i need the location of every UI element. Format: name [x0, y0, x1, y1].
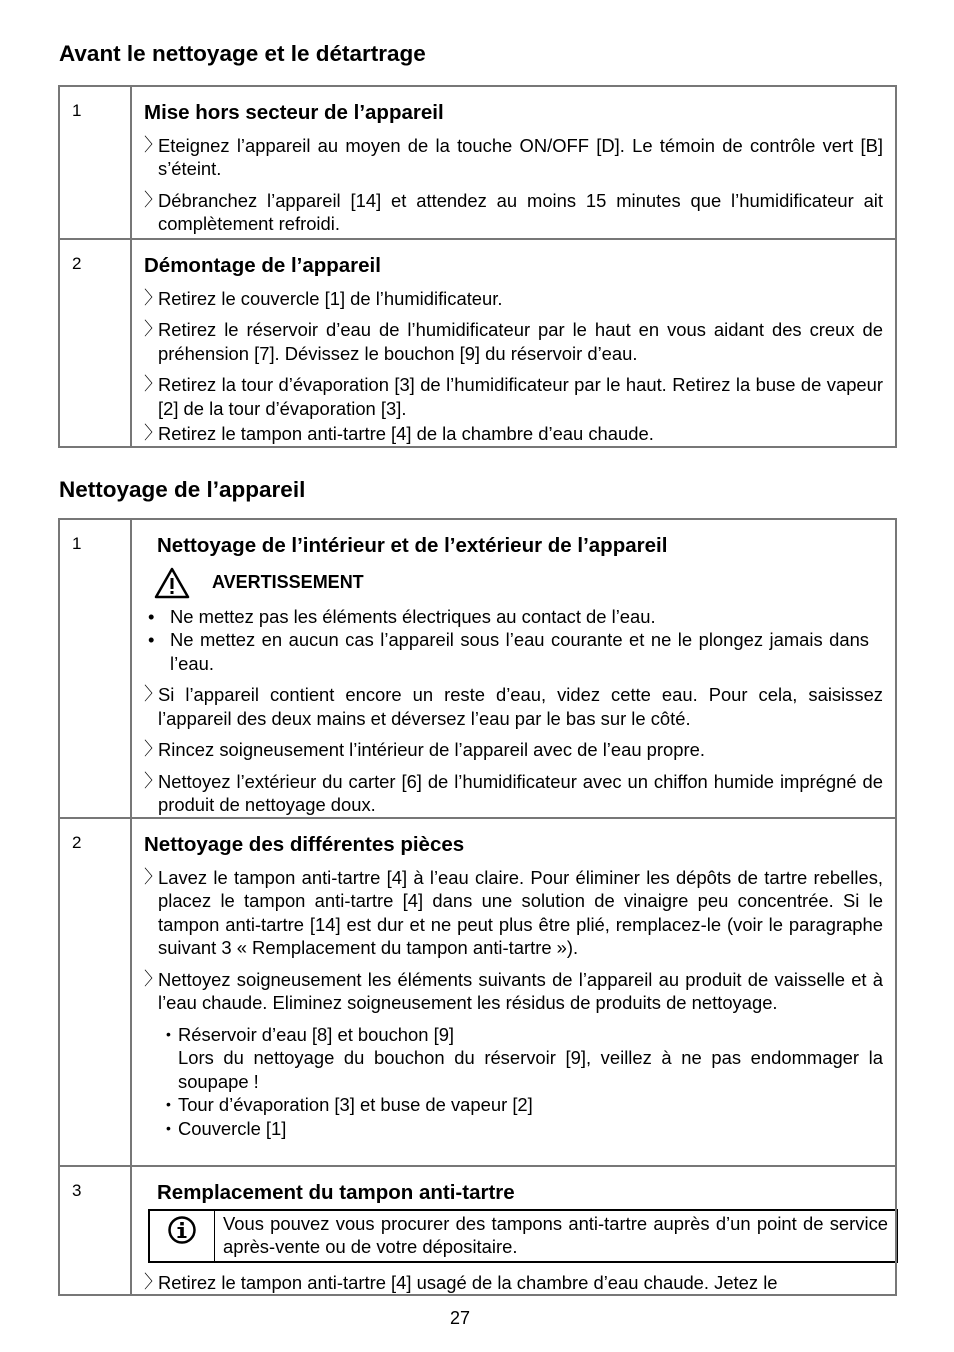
- arrow-icon: 〉: [144, 866, 162, 887]
- step-row: [59, 519, 896, 818]
- instruction-paragraph: 〉 Retirez le réservoir d’eau de l’humidificateur par le haut en vous aidant des creux de préhension [7]. Dévissez le bouchon [9] du réservoir d’eau.: [144, 319, 883, 364]
- step-number: 2: [59, 818, 131, 1166]
- instruction-paragraph: 〉 Nettoyez l’extérieur du carter [6] de l’humidificateur avec un chiffon humide imprégné de produit de nettoyage doux.: [144, 770, 883, 815]
- warning-bullets: [144, 605, 883, 676]
- parts-list-item: • Réservoir d’eau [8] et bouchon [9]: [166, 1023, 455, 1045]
- page-number: 27: [449, 1308, 471, 1328]
- step-number: 1: [59, 519, 131, 818]
- step-title: Mise hors secteur de l’appareil: [144, 101, 444, 124]
- warning-label: AVERTISSEMENT: [212, 571, 364, 592]
- instruction-paragraph: 〉 Retirez le couvercle [1] de l’humidificateur.: [144, 287, 503, 309]
- instruction-paragraph: 〉 Lavez le tampon anti-tartre [4] à l’eau claire. Pour éliminer les dépôts de tartre rebelles, placez le tampon anti-tartre [4] dans une solution de vinaigre peu concentrée. Si le tampon anti-tartre [14] est dur et ne peut plus être plié, remplacez-le (voir le paragraphe suivant 3 « Remplacement du tampon anti-tartre »).: [144, 866, 883, 958]
- step-row: [59, 86, 896, 239]
- bullet-icon: •: [148, 629, 155, 650]
- step-content: [131, 239, 896, 447]
- instruction-paragraph: 〉 Retirez la tour d’évaporation [3] de l’humidificateur par le haut. Retirez la buse de vapeur [2] de la tour d’évaporation [3].: [144, 374, 883, 419]
- arrow-icon: 〉: [144, 319, 162, 339]
- arrow-icon: 〉: [144, 684, 162, 704]
- info-box: [148, 1209, 898, 1263]
- bullet-icon: •: [148, 605, 155, 627]
- step-content: [131, 86, 896, 239]
- arrow-icon: 〉: [144, 134, 162, 155]
- section-title: Avant le nettoyage et le détartrage: [59, 41, 426, 66]
- instruction-paragraph: 〉 Nettoyez soigneusement les éléments suivants de l’appareil au produit de vaisselle et à l’eau chaude. Eliminez soigneusement les résidus de produits de nettoyage.: [144, 968, 883, 1013]
- arrow-icon: 〉: [144, 189, 162, 210]
- step-content: [131, 519, 896, 818]
- arrow-icon: 〉: [144, 1271, 162, 1292]
- arrow-icon: 〉: [144, 423, 162, 443]
- step-content: [131, 818, 896, 1166]
- info-icon-cell: [150, 1211, 215, 1261]
- step-title: Nettoyage de l’intérieur et de l’extérieur de l’appareil: [157, 534, 668, 557]
- arrow-icon: 〉: [144, 739, 162, 759]
- steps-table-before-cleaning: [58, 85, 897, 448]
- section-title: Nettoyage de l’appareil: [59, 477, 306, 502]
- instruction-paragraph: 〉 Retirez le tampon anti-tartre [4] de la chambre d’eau chaude.: [144, 423, 654, 444]
- bullet-icon: •: [166, 1119, 171, 1136]
- instruction-paragraph: 〉 Si l’appareil contient encore un reste d’eau, videz cette eau. Pour cela, saisissez l’appareil des deux mains et déversez l’eau par le bas sur le côté.: [144, 684, 883, 729]
- warning-bullet: • Ne mettez en aucun cas l’appareil sous l’eau courante et ne le plongez jamais dans l’eau.: [148, 629, 869, 674]
- step-number: 3: [59, 1166, 131, 1295]
- step-title: Démontage de l’appareil: [144, 254, 381, 277]
- step-title: Remplacement du tampon anti-tartre: [157, 1181, 515, 1204]
- bullet-icon: •: [166, 1025, 171, 1042]
- arrow-icon: 〉: [144, 374, 162, 394]
- step-content: [131, 1166, 896, 1295]
- parts-list-item: • Couvercle [1]: [166, 1117, 287, 1139]
- info-text: Vous pouvez vous procurer des tampons anti-tartre auprès d’un point de service après-vente ou de votre dépositaire.: [223, 1212, 888, 1257]
- step-row: [59, 1166, 896, 1295]
- info-circle-icon: [167, 1215, 197, 1245]
- bullet-icon: •: [166, 1096, 171, 1112]
- step-number: 2: [59, 239, 131, 447]
- instruction-paragraph: 〉 Rincez soigneusement l’intérieur de l’appareil avec de l’eau propre.: [144, 739, 705, 760]
- warning-header: [154, 567, 883, 599]
- instruction-paragraph: 〉 Retirez le tampon anti-tartre [4] usagé de la chambre d’eau chaude. Jetez le: [144, 1271, 778, 1293]
- step-row: [59, 239, 896, 447]
- parts-list-item: • Tour d’évaporation [3] et buse de vapeur [2]: [166, 1094, 533, 1115]
- steps-table-cleaning: [58, 518, 897, 1296]
- warning-triangle-icon: [154, 567, 190, 599]
- instruction-paragraph: 〉 Eteignez l’appareil au moyen de la touche ON/OFF [D]. Le témoin de contrôle vert [B] s’éteint.: [144, 134, 883, 179]
- step-title: Nettoyage des différentes pièces: [144, 833, 465, 856]
- arrow-icon: 〉: [144, 968, 162, 989]
- arrow-icon: 〉: [144, 770, 162, 791]
- step-row: [59, 818, 896, 1166]
- parts-note: Lors du nettoyage du bouchon du réservoir [9], veillez à ne pas endommager la soupape !: [178, 1047, 883, 1092]
- instruction-paragraph: 〉 Débranchez l’appareil [14] et attendez au moins 15 minutes que l’humidificateur ait complètement refroidi.: [144, 189, 883, 234]
- warning-bullet: • Ne mettez pas les éléments électriques au contact de l’eau.: [148, 605, 656, 627]
- parts-list: [144, 1023, 883, 1141]
- arrow-icon: 〉: [144, 287, 162, 308]
- step-number: 1: [59, 86, 131, 239]
